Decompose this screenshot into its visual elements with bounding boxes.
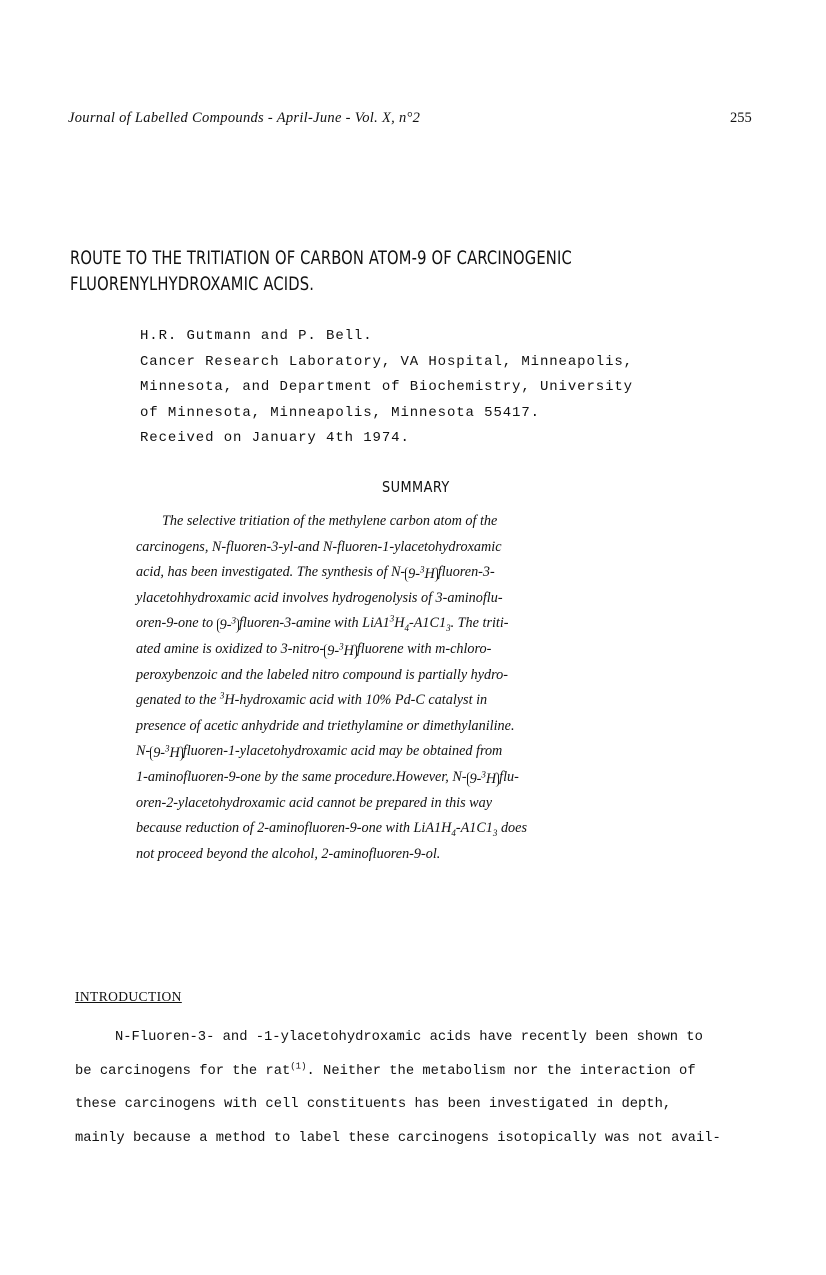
title-line: FLUORENYLHYDROXAMIC ACIDS. bbox=[70, 273, 315, 295]
summary-line: ylacetohhydroxamic acid involves hydrogenolysis of 3-aminoflu- bbox=[136, 589, 503, 606]
introduction-heading: INTRODUCTION bbox=[75, 989, 182, 1004]
affiliation-line: of Minnesota, Minneapolis, Minnesota 55417. bbox=[140, 404, 540, 421]
citation-ref: (1) bbox=[290, 1060, 307, 1071]
summary-line: oren-9-one to 9-$^3$ fluoren-3-amine with $LiA1^3H_4-A1C1_3$. The triti- bbox=[136, 613, 509, 634]
summary-line: 1-aminofluoren-9-one by the same procedure.However, N- 9-$^3$H flu- bbox=[136, 768, 519, 787]
summary-line: presence of acetic anhydride and triethylamine or dimethylaniline. bbox=[136, 717, 515, 734]
body-line: these carcinogens with cell constituents has been investigated in depth, bbox=[75, 1097, 672, 1112]
affiliation-line: Cancer Research Laboratory, VA Hospital, Minneapolis, bbox=[140, 353, 633, 370]
summary-line: peroxybenzoic and the labeled nitro compound is partially hydro- bbox=[136, 666, 508, 683]
author-names: H.R. Gutmann and P. Bell. bbox=[140, 328, 373, 344]
introduction-text bbox=[75, 1021, 755, 1155]
author-block bbox=[140, 324, 633, 452]
summary-line: genated to the $^3$H-hydroxamic acid with 10% Pd-C catalyst in bbox=[136, 690, 488, 709]
summary-line: N- 9-$^3$H fluoren-1-ylacetohydroxamic acid may be obtained from bbox=[136, 743, 503, 762]
page-number: 255 bbox=[730, 110, 752, 126]
summary-line: not proceed beyond the alcohol, 2-aminofluoren-9-ol. bbox=[136, 845, 441, 862]
title-line: ROUTE TO THE TRITIATION OF CARBON ATOM-9 OF CARCINOGENIC bbox=[70, 247, 572, 269]
summary-line: carcinogens, N-fluoren-3-yl-and N-fluoren-1-ylacetohydroxamic bbox=[136, 538, 502, 555]
received-date: Received on January 4th 1974. bbox=[140, 430, 410, 446]
summary-line: because reduction of 2-aminofluoren-9-one with $LiA1H_4-A1C1_3$ does bbox=[136, 820, 527, 838]
summary-line: acid, has been investigated. The synthesis of N- 9-$^3$H fluoren-3- bbox=[136, 564, 495, 583]
body-line: N-Fluoren-3- and -1-ylacetohydroxamic acids have recently been shown to bbox=[115, 1030, 703, 1045]
body-line: be carcinogens for the rat$^{(1)}$. Neither the metabolism nor the interaction of bbox=[75, 1060, 696, 1079]
journal-header: Journal of Labelled Compounds - April-June - Vol. X, n°2 bbox=[68, 110, 421, 126]
affiliation-line: Minnesota, and Department of Biochemistry, University bbox=[140, 379, 633, 395]
article-title bbox=[70, 245, 572, 297]
summary-line: oren-2-ylacetohydroxamic acid cannot be prepared in this way bbox=[136, 794, 493, 811]
summary-heading: SUMMARY bbox=[382, 478, 450, 496]
body-line: mainly because a method to label these carcinogens isotopically was not avail- bbox=[75, 1130, 721, 1146]
summary-line: ated amine is oxidized to 3-nitro- 9-$^3$H fluorene with m-chloro- bbox=[136, 640, 492, 659]
summary-line: The selective tritiation of the methylene carbon atom of the bbox=[162, 513, 498, 529]
summary-text bbox=[136, 509, 696, 867]
